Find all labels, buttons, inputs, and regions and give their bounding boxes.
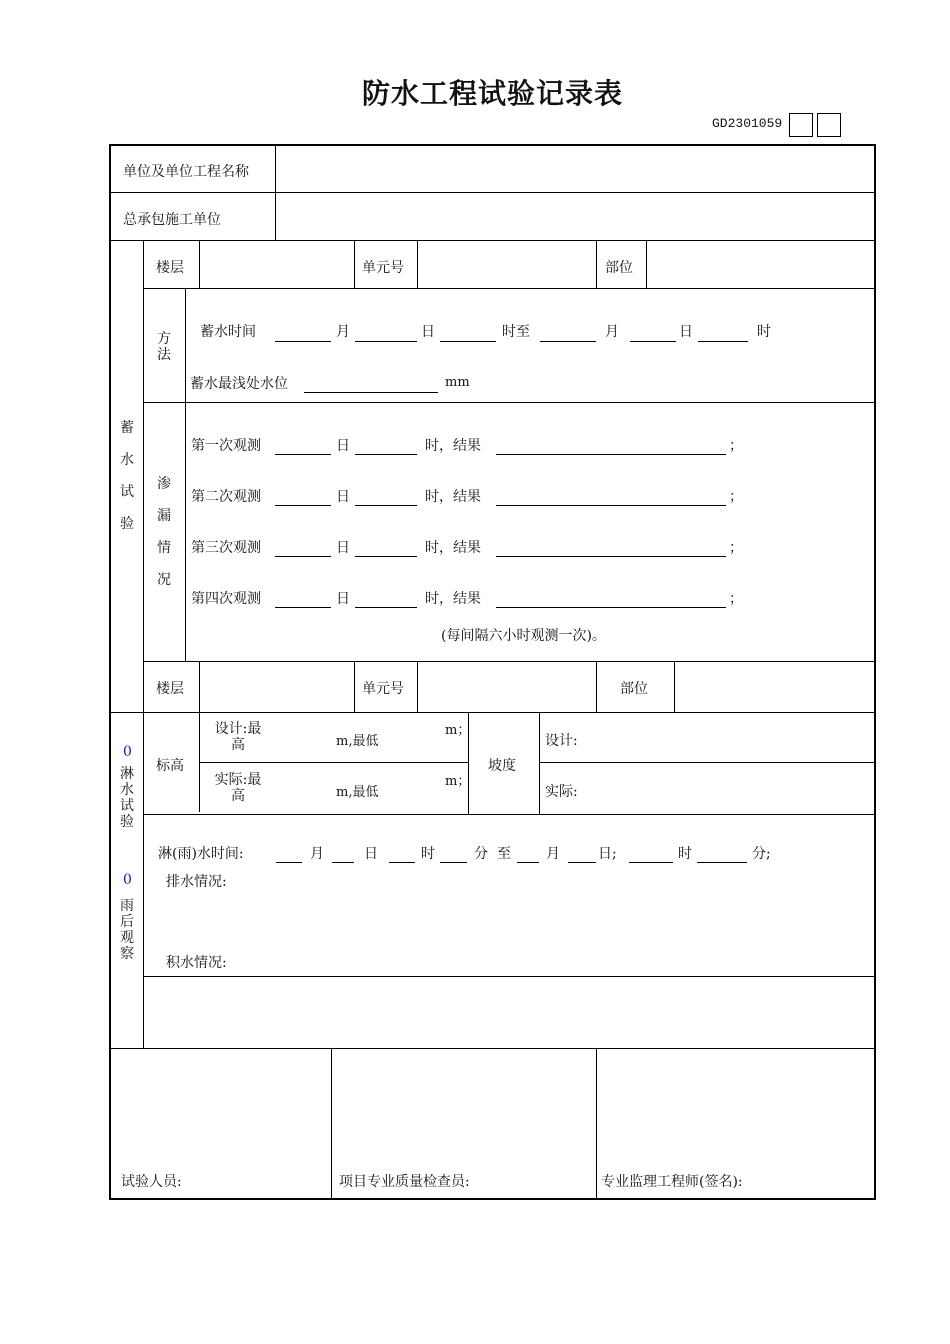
inspector-signature-label: 项目专业质量检查员: [339, 1174, 470, 1190]
design-m-unit: m； [445, 723, 471, 738]
unit-name-field[interactable] [277, 148, 871, 190]
obs-2-result-text: 时，结果 [425, 489, 481, 505]
min-level-label: 蓄水最浅处水位 [190, 376, 288, 392]
sprinkle-minute-1-blank[interactable] [440, 862, 467, 863]
position-field[interactable] [648, 242, 872, 286]
month-text: 月 [336, 324, 350, 340]
design-min-field[interactable] [386, 718, 441, 758]
storage-month-1-blank[interactable] [275, 341, 331, 342]
unit-name-label: 单位及单位工程名称 [123, 164, 249, 180]
hour-until-text: 时至 [502, 324, 530, 340]
drain-label: 排水情况: [166, 874, 227, 890]
obs-1-day-blank[interactable] [275, 454, 331, 455]
sprinkle-hour-1-blank[interactable] [389, 862, 415, 863]
position-label: 部位 [605, 260, 633, 276]
elevation-label: 标高 [156, 758, 184, 774]
min-level-blank[interactable] [304, 392, 438, 393]
sp-day-text: 日 [364, 846, 378, 862]
supervisor-signature-label: 专业监理工程师(签名): [601, 1174, 743, 1190]
method-label: 方法 [157, 331, 171, 363]
design-max-field[interactable] [271, 718, 331, 758]
storage-section-label: 蓄水试验 [120, 420, 134, 532]
mm-unit: mm [445, 375, 470, 390]
sp-to-text: 至 [497, 846, 511, 862]
contractor-field[interactable] [277, 196, 871, 238]
rain-observe-checkbox[interactable]: 0 [123, 872, 132, 888]
obs-4-semicolon: ； [729, 591, 743, 607]
obs-4-day-text: 日 [336, 591, 350, 607]
obs-1-hour-blank[interactable] [355, 454, 417, 455]
sp-day-text-2: 日; [598, 846, 617, 862]
obs-1-day-text: 日 [336, 438, 350, 454]
sp-hour-text-2: 时 [678, 846, 692, 862]
position-field-2[interactable] [676, 663, 872, 710]
page-title: 防水工程试验记录表 [361, 77, 623, 110]
slope-design-field[interactable] [591, 716, 871, 760]
obs-1-result-blank[interactable] [496, 454, 726, 455]
slope-design-label: 设计: [545, 733, 578, 749]
form-table [109, 144, 876, 1200]
observation-2-label: 第二次观测 [191, 489, 261, 505]
leak-label: 渗漏情况 [157, 476, 171, 588]
obs-4-day-blank[interactable] [275, 607, 331, 608]
obs-3-day-blank[interactable] [275, 556, 331, 557]
observation-4-label: 第四次观测 [191, 591, 261, 607]
ponding-label: 积水情况: [166, 955, 227, 971]
obs-4-result-blank[interactable] [496, 607, 726, 608]
sprinkle-day-1-blank[interactable] [332, 862, 354, 863]
obs-3-hour-blank[interactable] [355, 556, 417, 557]
month-text-2: 月 [605, 324, 619, 340]
storage-day-1-blank[interactable] [355, 341, 417, 342]
sp-month-text-2: 月 [546, 846, 560, 862]
tester-signature-field[interactable] [113, 1050, 329, 1166]
obs-3-result-blank[interactable] [496, 556, 726, 557]
drain-field[interactable] [251, 868, 851, 944]
floor-label: 楼层 [156, 260, 184, 276]
form-code: GD2301059 [712, 116, 783, 131]
floor-field[interactable] [201, 242, 352, 286]
observation-1-label: 第一次观测 [191, 438, 261, 454]
floor-field-2[interactable] [201, 663, 352, 710]
design-max-label: 设计:最高 [214, 721, 262, 753]
obs-3-semicolon: ； [729, 540, 743, 556]
sprinkle-month-2-blank[interactable] [517, 862, 539, 863]
obs-1-semicolon: ； [729, 438, 743, 454]
storage-hour-2-blank[interactable] [698, 341, 748, 342]
ponding-field[interactable] [251, 948, 851, 974]
actual-max-field[interactable] [271, 768, 331, 810]
day-text-2: 日 [679, 324, 693, 340]
storage-hour-1-blank[interactable] [440, 341, 496, 342]
contractor-label: 总承包施工单位 [123, 212, 221, 228]
unit-no-label-2: 单元号 [362, 681, 404, 697]
tester-signature-label: 试验人员: [121, 1174, 182, 1190]
obs-2-result-blank[interactable] [496, 505, 726, 506]
sp-month-text: 月 [310, 846, 324, 862]
sprinkle-day-2-blank[interactable] [568, 862, 596, 863]
unit-no-field-2[interactable] [419, 663, 594, 710]
slope-actual-field[interactable] [591, 766, 871, 810]
sprinkle-time-label: 淋(雨)水时间: [158, 846, 244, 862]
obs-3-result-text: 时，结果 [425, 540, 481, 556]
storage-day-2-blank[interactable] [630, 341, 676, 342]
slope-actual-label: 实际: [545, 784, 578, 800]
sprinkle-hour-2-blank[interactable] [629, 862, 673, 863]
actual-min-label: m,最低 [336, 785, 379, 800]
obs-2-hour-blank[interactable] [355, 505, 417, 506]
unit-no-label: 单元号 [362, 260, 404, 276]
sp-minute-text: 分 [474, 846, 488, 862]
supervisor-signature-field[interactable] [598, 1050, 872, 1166]
sp-minute-text-2: 分; [752, 846, 771, 862]
obs-2-day-text: 日 [336, 489, 350, 505]
obs-1-result-text: 时，结果 [425, 438, 481, 454]
obs-4-hour-blank[interactable] [355, 607, 417, 608]
unit-no-field[interactable] [419, 242, 594, 286]
actual-max-label: 实际:最高 [214, 772, 262, 804]
floor-label-2: 楼层 [156, 681, 184, 697]
position-label-2: 部位 [620, 681, 648, 697]
obs-4-result-text: 时，结果 [425, 591, 481, 607]
sprinkle-minute-2-blank[interactable] [697, 862, 747, 863]
inspector-signature-field[interactable] [333, 1050, 594, 1166]
observation-note: (每间隔六小时观测一次)。 [441, 628, 606, 644]
actual-m-unit: m； [445, 774, 471, 789]
obs-2-day-blank[interactable] [275, 505, 331, 506]
obs-3-day-text: 日 [336, 540, 350, 556]
code-box-2[interactable] [817, 113, 841, 137]
day-text: 日 [421, 324, 435, 340]
sprinkle-section-label: 淋水试验 [120, 766, 134, 830]
sp-hour-text: 时 [421, 846, 435, 862]
storage-month-2-blank[interactable] [540, 341, 596, 342]
remarks-field[interactable] [145, 978, 872, 1046]
obs-2-semicolon: ； [729, 489, 743, 505]
slope-label: 坡度 [488, 758, 516, 774]
actual-min-field[interactable] [386, 768, 441, 810]
hour-text: 时 [757, 324, 771, 340]
design-min-label: m,最低 [336, 734, 379, 749]
rain-section-label: 雨后观察 [120, 898, 134, 962]
observation-3-label: 第三次观测 [191, 540, 261, 556]
code-box-1[interactable] [789, 113, 813, 137]
sprinkle-test-checkbox[interactable]: 0 [123, 744, 132, 760]
sprinkle-month-1-blank[interactable] [276, 862, 302, 863]
storage-time-label: 蓄水时间 [200, 324, 256, 340]
